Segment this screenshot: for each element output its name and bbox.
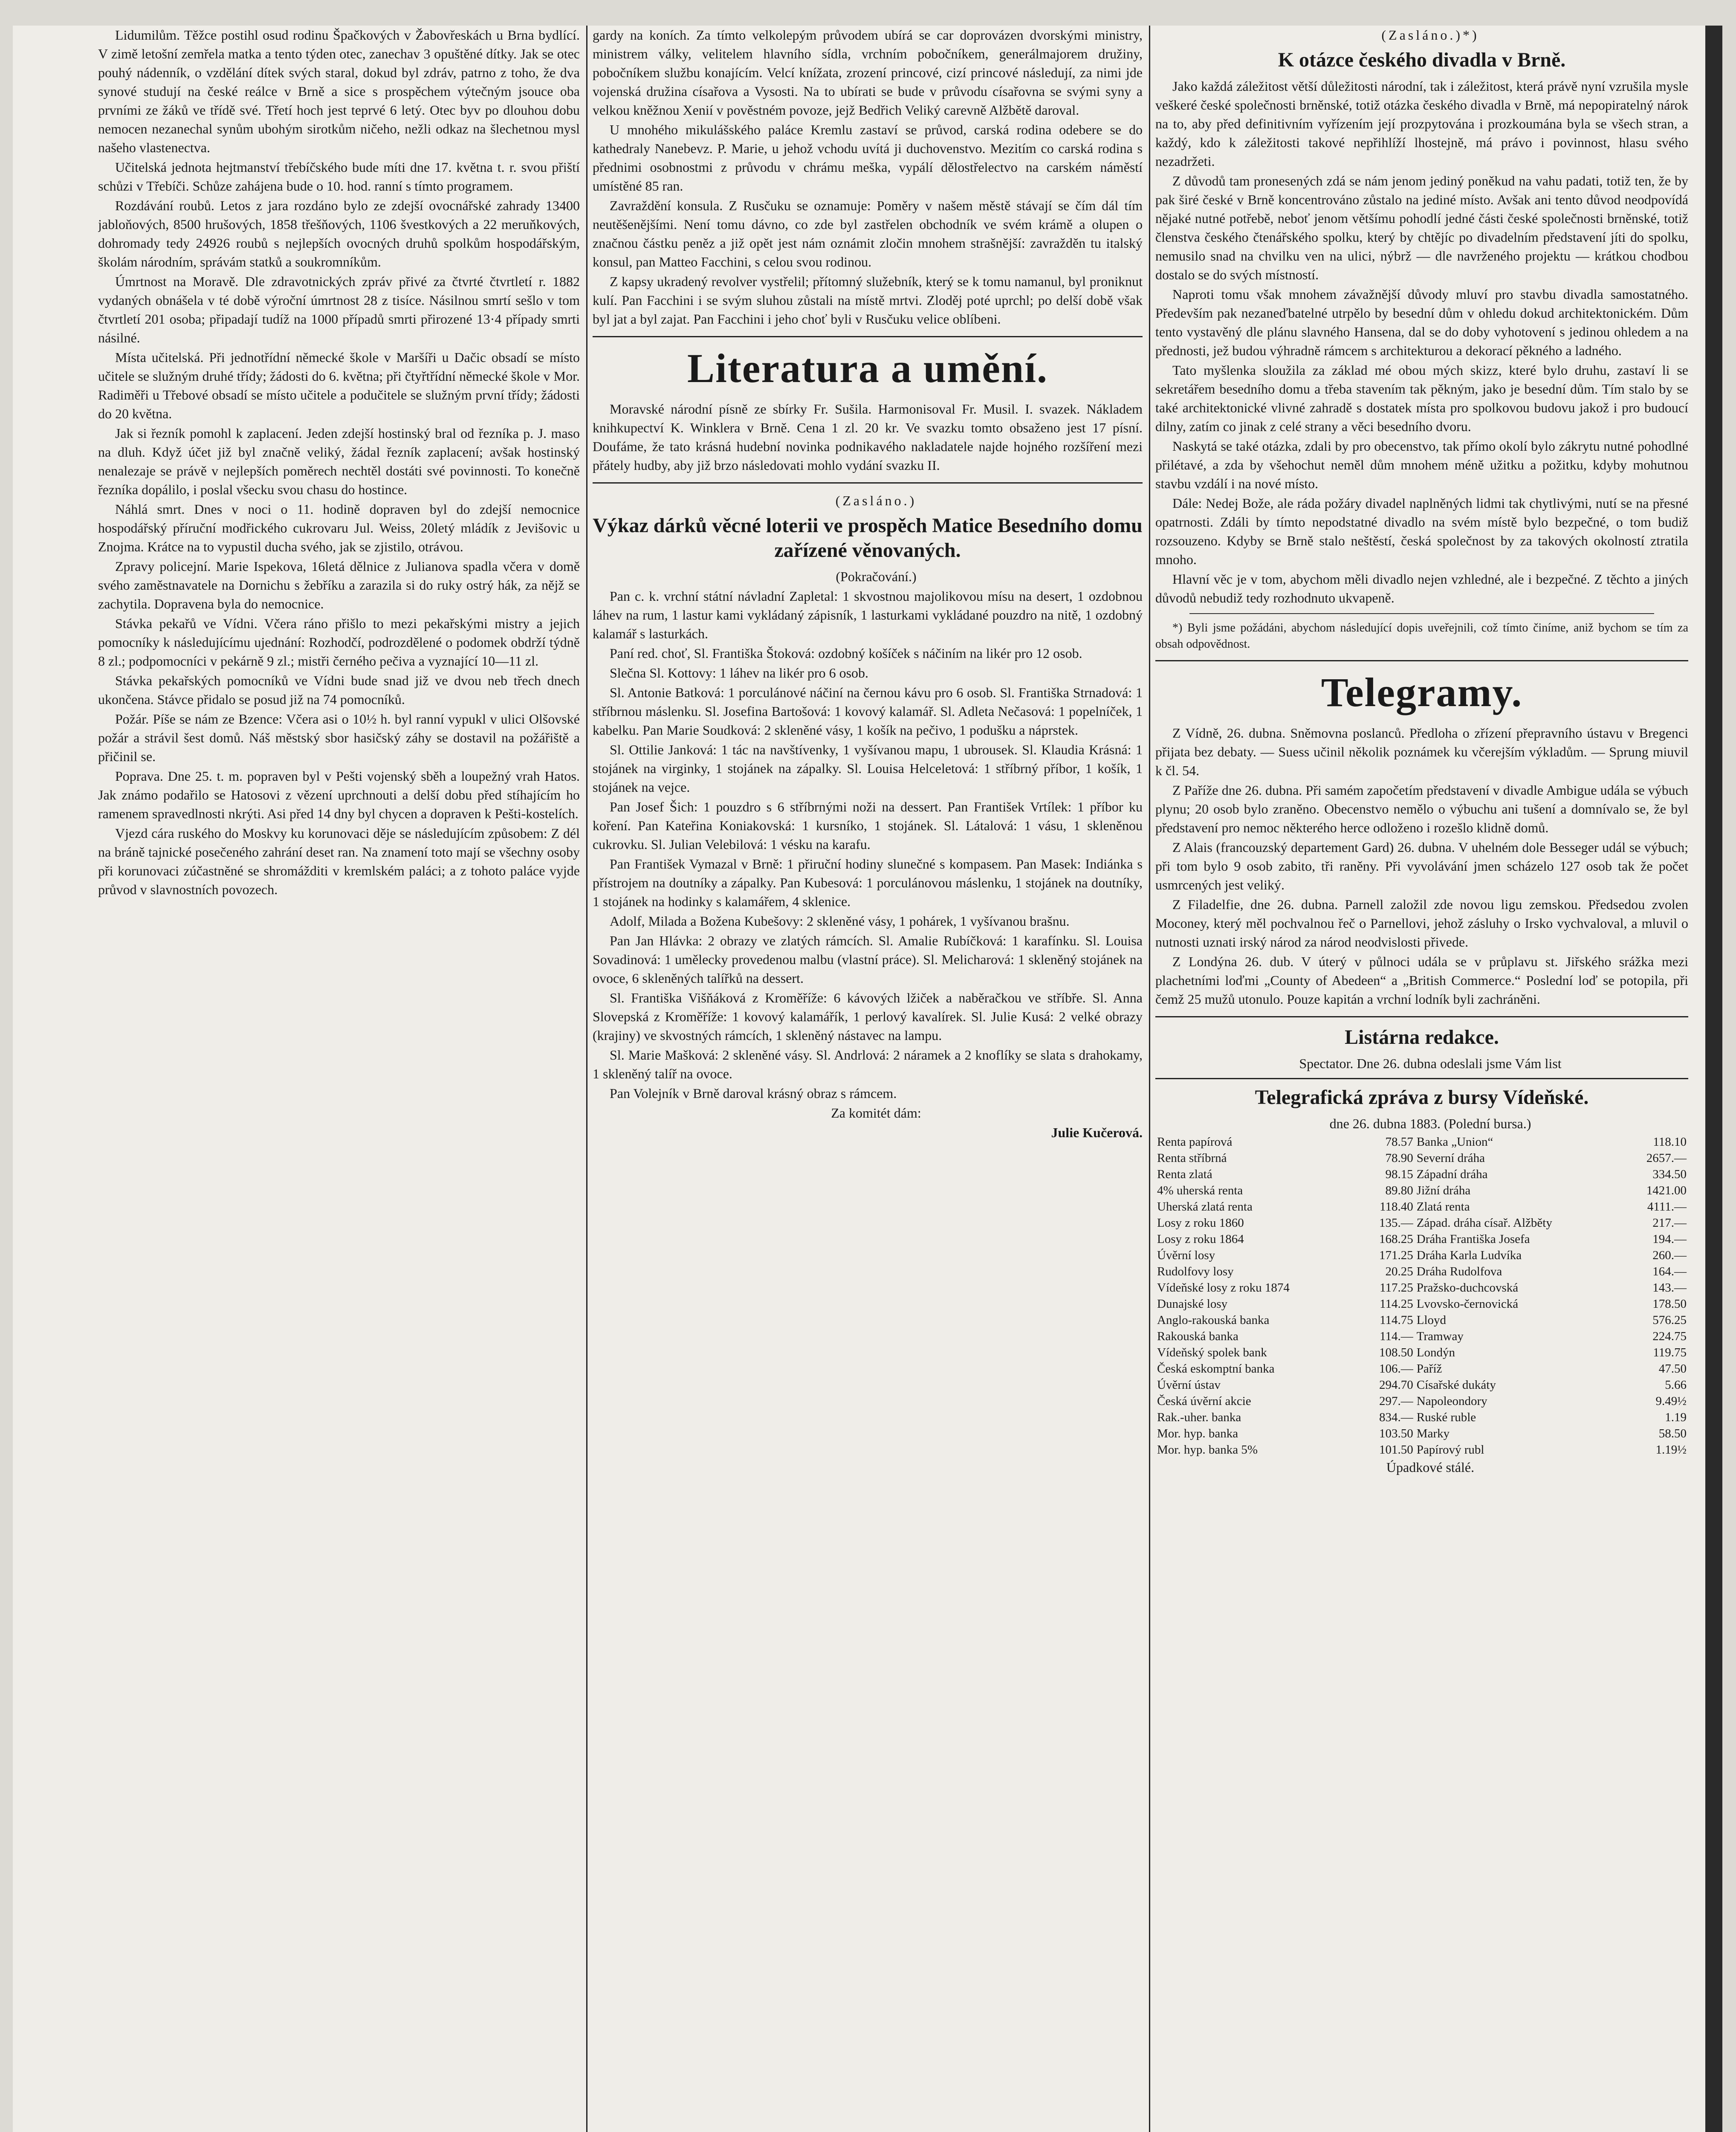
bourse-row: [1155, 1296, 1688, 1312]
divider: [1189, 613, 1654, 614]
telegram-item: Z Alais (francouzský departement Gard) 26. dubna. V uhelném dole Besseger udál se výbuch; při tom bylo 9 osob zabito, tři raněny. Při vyvolávání jmen scházelo 127 osob tak že počet usmrcených jest veliký.: [1155, 840, 1688, 892]
bourse-price: 135.—: [1379, 1216, 1413, 1230]
bourse-row: [1155, 1393, 1688, 1409]
bourse-price: 78.57: [1385, 1135, 1413, 1149]
continued-label: (Pokračování.): [836, 569, 917, 584]
bourse-row: [1155, 1134, 1688, 1150]
bourse-price: 9.49½: [1655, 1394, 1687, 1408]
telegram-item: Z Filadelfie, dne 26. dubna. Parnell založil zde novou ligu zemskou. Předsedou zvolen Moconey, který měl pochvalnou řeč o Parnellovi, jehož zásluhy o Irsko vychvaloval, a mluvil o nutnosti uznati irský národ za národ neodvislosti přivede.: [1155, 897, 1688, 950]
bourse-security: Dráha Karla Ludvíka: [1416, 1248, 1522, 1262]
bourse-security: Lloyd: [1416, 1313, 1447, 1327]
page-edge: [1705, 26, 1722, 2132]
divider: [1155, 1016, 1688, 1017]
bourse-price: 47.50: [1658, 1362, 1687, 1376]
bourse-price: 171.25: [1379, 1248, 1413, 1262]
bourse-row: [1155, 1182, 1688, 1199]
bourse-row: [1155, 1199, 1688, 1215]
bourse-price: 114.75: [1380, 1313, 1413, 1327]
donation-entry: Pan Jan Hlávka: 2 obrazy ve zlatých rámcích. Sl. Amalie Rubíčková: 1 karafínku. Sl. Louisa Sovadinová: 1 umělecky provedenou malbu (vlastní práce). Sl. Melicharová: 1 skleněný stojánek na ovoce, 6 skleněných talířků na dessert.: [593, 933, 1143, 986]
bourse-price: 118.10: [1653, 1135, 1687, 1149]
bourse-security: Marky: [1416, 1427, 1450, 1440]
bourse-row: [1155, 1442, 1688, 1458]
bourse-security: Ruské ruble: [1416, 1411, 1476, 1424]
article-divadlo: Jako každá záležitost větší důležitosti národní, tak i záležitost, která právě nyní vzrušila mysle veškeré české společnosti brněnské, totiž otázka českého divadla v Brně, má nepopiratelný nárok na to, aby před definitivním vyřízením její prozpytována i prozkoumána byla se všech stran, a každý, kdo k záležitosti takové nepřihlíží lhostejně, má právo i povinnost, hlasu svého nezadržeti.: [1155, 78, 1688, 169]
column-3: [1155, 26, 1688, 2132]
bourse-table: [1155, 1134, 1688, 1458]
bourse-security: Západní dráha: [1416, 1167, 1488, 1181]
bourse-price: 20.25: [1385, 1265, 1413, 1278]
bourse-price: 4111.—: [1647, 1200, 1687, 1214]
bourse-security: Dráha Františka Josefa: [1416, 1232, 1530, 1246]
bourse-report: [1155, 1078, 1688, 1477]
bourse-price: 224.75: [1652, 1330, 1687, 1343]
donation-entry: Slečna Sl. Kottovy: 1 láhev na likér pro 6 osob.: [610, 665, 869, 681]
donation-entry: Sl. Ottilie Janková: 1 tác na navštívenky, 1 vyšívanou mapu, 1 ubrousek. Sl. Klaudia Krásná: 1 stojánek na virginky, 1 stojánek na zápalky. Sl. Louisa Helceletová: 1 stříbrný příbor, 1 košík, 1 stojánek na vejce.: [593, 742, 1143, 795]
bourse-security: Renta stříbrná: [1157, 1151, 1227, 1165]
bourse-security: Rudolfovy losy: [1157, 1265, 1234, 1278]
bourse-security: Severní dráha: [1416, 1151, 1485, 1165]
article-poprava: Poprava. Dne 25. t. m. popraven byl v Pešti vojenský sběh a loupežný vrah Hatos. Jak známo podařilo se Hatosovi z vězení uprchnouti a delší dobu před stíhajícím ho ramenem spravedlnosti nkrýti. Asi před 14 dny byl chycen a dopraven k Pešti-kostelích.: [98, 768, 580, 821]
zaslano-label: (Zasláno.)*): [1381, 27, 1479, 43]
article-divadlo: Naproti tomu však mnohem závažnější důvody mluví pro stavbu divadla samostatného. Především pak nezaneďbatelné utrpělo by besední dům v ohledu dokud architektonickém. Dům tento vystavěný dle plánu slavného Hansena, dal se do doby vyhotovení s jedinou ohledem a na přednosti, jež budou výhradně rámcem s architekturou a dekorací pěkného a ladného.: [1155, 287, 1688, 358]
donation-entry: Paní red. choť, Sl. Františka Štoková: ozdobný košíček s náčiním na likér pro 12 osob.: [610, 646, 1082, 661]
bourse-security: Úvěrní losy: [1157, 1248, 1215, 1262]
bourse-price: 834.—: [1379, 1411, 1413, 1424]
bourse-price: 168.25: [1379, 1232, 1413, 1246]
article-divadlo: Hlavní věc je v tom, abychom měli divadlo nejen vzhledné, ale i bezpečné. Z těchto a jiných důvodů nebudiž tedy rozhodnuto ukvapeně.: [1155, 571, 1688, 605]
bourse-row: [1155, 1166, 1688, 1182]
section-heading-literatura: Literatura a umění.: [687, 345, 1048, 391]
heading-ceske-divadlo: K otázce českého divadla v Brně.: [1278, 49, 1566, 71]
article-vjezd-cara: Vjezd cára ruského do Moskvy ku korunovaci děje se následujícím způsobem: Z dél na bráně tajnické posečeného zahrání deset ran. Na znamení toto mají se všechny osoby při korunovaci zúčastněné se shromážditi v kremlském paláci; a z tohoto paláce vyjde průvod v slavnostních povozech.: [98, 826, 580, 897]
bourse-price: 1.19½: [1655, 1443, 1687, 1457]
bourse-price: 78.90: [1385, 1151, 1413, 1165]
donation-entry: Pan c. k. vrchní státní návladní Zapletal: 1 skvostnou majolikovou mísu na desert, 1 ozdobnou láhev na rum, 1 lastur kami vykládaný zápisník, 1 lasturkami vykládané pouzdro na nitě, 1 ozdobný kalamář s lasturkách.: [593, 588, 1143, 641]
committee-line: Za komitét dám:: [831, 1105, 921, 1121]
bourse-price: 194.—: [1652, 1232, 1687, 1246]
bourse-price: 108.50: [1379, 1346, 1413, 1359]
donation-entry: Sl. Marie Mašková: 2 skleněné vásy. Sl. Andrlová: 2 náramek a 2 knoflíky se slata s drahokamy, 1 skleněný talíř na ovoce.: [593, 1047, 1143, 1081]
bourse-security: Česká eskomptní banka: [1157, 1362, 1275, 1376]
heading-listarna: Listárna redakce.: [1345, 1026, 1499, 1049]
bourse-row: [1155, 1328, 1688, 1344]
article-moravske-pisne: Moravské národní písně ze sbírky Fr. Sušila. Harmonisoval Fr. Musil. I. svazek. Nákladem knihkupectví K. Winklera v Brně. Cena 1 zl. 20 kr. Ve svazku tomto obsaženo jest 17 písní. Doufáme, že tato krásná hudební novinka podnikavého nakladatele najde hojného rozšíření mezi přátely hudby, aby již brzo následovati mohlo vydání svazku II.: [593, 401, 1143, 473]
bourse-price: 101.50: [1379, 1443, 1413, 1457]
divider: [593, 336, 1143, 337]
bourse-price: 103.50: [1379, 1427, 1413, 1440]
column-divider: [586, 26, 587, 2132]
bourse-row: [1155, 1377, 1688, 1393]
article-zavrazdeni-konsula: Zavraždění konsula. Z Rusčuku se oznamuje: Poměry v našem městě stávají se čím dál tím neutěšenějšími. Není tomu dávno, co zde byl zastřelen obchodník ve svém krámě a olupen o značnou částku peněz a již opět jest nám oznámit zločin mnohem strašnější: zavražděn tu italský konsul, pan Matteo Facchini, s celou svou rodinou.: [593, 198, 1143, 269]
bourse-price: 143.—: [1652, 1281, 1687, 1295]
bourse-security: Zlatá renta: [1416, 1200, 1470, 1214]
article-nahla-smrt: Náhlá smrt. Dnes v noci o 11. hodině dopraven byl do zdejší nemocnice hospodářský příruční modřického cukrovaru Jul. Weiss, 20letý mládík z Jevišovic u Znojma. Krátce na to vypustil ducha svého, jak se zjistilo, otrávou.: [98, 501, 580, 554]
heading-vykaz-darku: Výkaz dárků věcné loterii ve prospěch Matice Besedního domu zařízené věnovaných.: [593, 514, 1143, 562]
bourse-security: Napoleondory: [1416, 1394, 1487, 1408]
article-rozdavani-roubu: Rozdávání roubů. Letos z jara rozdáno bylo ze zdejší ovocnářské zahrady 13400 jabloňových, 8500 hrušových, 1858 třešňových, 1106 švestkových a 22 meruňkových, dohromady tedy 24926 roubů s nejlepších ovocných druhů spolkům hospodářským, školám národním, správám statků a soukromníkům.: [98, 198, 580, 269]
divider: [1155, 660, 1688, 661]
signature: Julie Kučerová.: [1051, 1125, 1143, 1140]
article-kreml: U mnohého mikulášského paláce Kremlu zastaví se průvod, carská rodina odebere se do kathedraly Nanebevz. P. Marie, u jehož vchodu uvítá ji duchovenstvo. Mezitím co carská rodina s přednimi osobnostmi z průvodu v chrámu meška, vypálí dělostřelectvo na carském náměstí umístěné 85 ran.: [593, 122, 1143, 194]
bourse-security: Úvěrní ústav: [1157, 1378, 1221, 1392]
bourse-price: 334.50: [1652, 1167, 1687, 1181]
article-divadlo: Z důvodů tam pronesených zdá se nám jenom jediný poněkud na vahu padati, totiž ten, že by pak širé české v Brně koncentrováno zůstalo na jediné místo. Avšak ani tento důvod neodpovídá nějaké nutné potřebě, neboť jenom většímu pohodlí jedné části české společnosti brněnské, totiž členstva českého čtenářského spolku, který by chtějíc po divadelním představení jíti do spolku, nemusilo snad na chvilku ven na ulici, nýbrž — dle navrženého projektu — krátkou chodbou dostalo se do svých místností.: [1155, 173, 1688, 282]
bourse-security: Rak.-uher. banka: [1157, 1411, 1241, 1424]
bourse-row: [1155, 1150, 1688, 1166]
bourse-security: Paříž: [1416, 1362, 1442, 1376]
bourse-security: Jižní dráha: [1416, 1184, 1471, 1197]
bourse-price: 164.—: [1652, 1265, 1687, 1278]
bourse-security: Losy z roku 1860: [1157, 1216, 1244, 1230]
bourse-price: 114.—: [1380, 1330, 1413, 1343]
article-zpravy-policejni: Zpravy policejní. Marie Ispekova, 16letá dělnice z Julianova spadla včera v domě svého zaměstnavatele na Dornichu s žebříku a zarazila si do ruky ostrý hák, za nějž se zachytila. Dopravena byla do nemocnice.: [98, 559, 580, 611]
bourse-price: 119.75: [1653, 1346, 1687, 1359]
bourse-price: 217.—: [1652, 1216, 1687, 1230]
bourse-security: Vídeňský spolek bank: [1157, 1346, 1267, 1359]
donation-entry: Pan Volejník v Brně daroval krásný obraz s rámcem.: [610, 1086, 897, 1101]
bourse-row: [1155, 1409, 1688, 1425]
bourse-price: 89.80: [1385, 1184, 1413, 1197]
bourse-security: Dunajské losy: [1157, 1297, 1228, 1311]
bourse-security: Rakouská banka: [1157, 1330, 1238, 1343]
bourse-price: 106.—: [1379, 1362, 1413, 1376]
article-zavrazdeni-cont: Z kapsy ukradený revolver vystřelil; přítomný služebník, který se k tomu namanul, byl proniknut kulí. Pan Facchini i se svým sluhou zůstali na místě mrtvi. Zloděj poté uprchl; po delší době však byl jat a byl zajat. Pan Facchini i jeho choť byli v Rusčuku velice oblíbeni.: [593, 274, 1143, 327]
bourse-security: Lvovsko-černovická: [1416, 1297, 1519, 1311]
article-mista-ucitelska: Místa učitelská. Při jednotřídní německé škole v Maršíři u Dačic obsadí se místo učitele se služným druhé třídy; žádosti do 6. května; při čtyřtřídní německé škole v Mor. Radiměři u Třebové obsadí se místo učitele a podučitele se služným první třídy; žádosti do 20 května.: [98, 350, 580, 421]
bourse-price: 118.40: [1380, 1200, 1413, 1214]
donation-entry: Sl. Františka Višňáková z Kroměříže: 6 kávových lžiček a naběračkou ve stříbře. Sl. Anna Slovepská z Kroměříže: 1 kovový kalamářík, 1 perlový kavalírek. Sl. Julie Kusá: 2 velké obrazy (krajiny) ve skvostných rámcích, 1 skleněný nástavec na lampu.: [593, 990, 1143, 1043]
article-stavka-pomocniku: Stávka pekařských pomocníků ve Vídni bude snad již ve dvou neb třech dnech ukončena. Stávce přidalo se posud již na 74 pomocníků.: [98, 673, 580, 707]
article-stavka-pekaru: Stávka pekařů ve Vídni. Včera ráno přišlo to mezi pekařskými mistry a jejich pomocníky k následujícímu ujednání: Rozhodčí, podrozdělené o podomek obdrží týdně 8 zl.; podpomocníci v pekárně 9 zl.; mistři černého pečiva a vyznající 10—11 zl.: [98, 616, 580, 669]
listarna-text: Spectator. Dne 26. dubna odeslali jsme Vám list: [1299, 1056, 1562, 1071]
article-umrtnost: Úmrtnost na Moravě. Dle zdravotnických zpráv přivé za čtvrté čtvrtletí r. 1882 vydaných obnášela v té době výroční úmrtnost 28 z tisíce. Násilnou smrtí sešlo v tom čtvrtletí 201 osoba; připadají tudíž na 1000 případů smrti přirozené 13·4 případy smrti násilné.: [98, 274, 580, 345]
bourse-security: Tramway: [1416, 1330, 1464, 1343]
bourse-price: 5.66: [1665, 1378, 1687, 1392]
article-reznik: Jak si řezník pomohl k zaplacení. Jeden zdejší hostinský bral od řezníka p. J. maso na dluh. Když účet již byl značně veliký, žádal řezník zaplacení; avšak hostinský nenalezaje se právě v nejlepších poměrech nechtěl dostáti své povinnosti. To konečně řezníka dopálilo, i poslal všecku svou chasu do hostince.: [98, 426, 580, 497]
bourse-security: Papírový rubl: [1416, 1443, 1484, 1457]
donation-entry: Pan Josef Šich: 1 pouzdro s 6 stříbrnými noži na dessert. Pan František Vrtílek: 1 příbor ku koření. Pan Kateřina Koniakovská: 1 kursníko, 1 stojánek. Sl. Látalová: 1 vásu, 1 skleněnou cukrovku. Sl. Julian Velebilová: 1 vésku na karafu.: [593, 799, 1143, 852]
article-lidumilum: Lidumilům. Těžce postihl osud rodinu Špačkových v Žabovřeskách u Brna bydlící. V zimě letošní zemřela matka a tento týden otec, zanechav 3 opuštěné dítky. Jak se otec pouhý nádenník, o vzdělání dítek svých staral, dokud byl zdráv, patrno z toho, že dva synové studují na české reálce v Brně a sice s prospěchem výtečným jsouce oba prvními ze žáků ve třídě své. Třetí hoch jest teprvé 6 letý. Otec byv po dlouhou dobu nemocen nezanechal synům ubohým sirotkům ničeho, nežli odkaz na šlechetnou mysl našeho vlastenectva.: [98, 27, 580, 155]
footnote: *) Byli jsme požádáni, abychom následující dopis uveřejnili, což tímto činíme, aniž bychom se tím za obsah odpovědnost.: [1155, 621, 1688, 651]
zaslano-label: (Zasláno.): [835, 493, 917, 508]
bourse-price: 117.25: [1380, 1281, 1413, 1295]
bourse-row: [1155, 1344, 1688, 1361]
telegram-item: Z Paříže dne 26. dubna. Při samém započetím představení v divadle Ambigue udála se výbuch plynu; 20 osob bylo zraněno. Obecenstvo nemělo o výbuchu ani tušení a domnívalo se, že byl představení pro nemoc některého herce odloženo i rozešlo klidně domů.: [1155, 782, 1688, 835]
bourse-price: 178.50: [1652, 1297, 1687, 1311]
article-divadlo: Naskytá se také otázka, zdali by pro obecenstvo, tak přímo okolí bylo zákrytu nutné pohodlné přilétavé, a zda by všehochut neměl dům mnohem méně užitku a požitku, kdyby mohutnou stavbu vzdálí i na nové místo.: [1155, 438, 1688, 491]
article-ucitelska-jednota: Učitelská jednota hejtmanství třebíčského bude míti dne 17. května t. r. svou přiští schůzi v Třebíči. Schůze zahájena bude o 10. hod. ranní s tímto programem.: [98, 159, 580, 194]
bourse-security: Pražsko-duchcovská: [1416, 1281, 1519, 1295]
telegram-item: Z Londýna 26. dub. V úterý v půlnoci udála se v průplavu st. Jiřského srážka mezi plachetními loďmi „County of Abedeen“ a „British Commerce.“ Poslední loď se potopila, při čemž 25 mužů utonulo. Pouze kapitán a vrchní lodník byli zachráněni.: [1155, 954, 1688, 1007]
article-divadlo: Tato myšlenka sloužila za základ mé obou mých skizz, které bylo druhu, zastaví li se sekretářem besedního domu a třeba stavením tak pěkným, jako je besední dům. Tím stalo by se také architektonické vlivné zahradě s dostatek místa pro spolkovou budovu jakož i pro budoucí dilny, zatím co jinak z celé strany a věci besedního dvoru.: [1155, 362, 1688, 434]
heading-bursa: Telegrafická zpráva z bursy Vídeňské.: [1255, 1086, 1589, 1109]
bourse-row: [1155, 1280, 1688, 1296]
bourse-security: Mor. hyp. banka 5%: [1157, 1443, 1258, 1457]
article-divadlo: Dále: Nedej Bože, ale ráda požáry divadel naplněných lidmi tak chytlivými, nutí se na přesné opatrnosti. Zdáli by tímto nepodstatné divadlo na svém místě bylo bezpečné, o tom budiž rozsouzeno. Kdyby se Brně stalo neštěstí, česká společnost by za takových okolností ztratila mnoho.: [1155, 495, 1688, 567]
bourse-security: Císařské dukáty: [1416, 1378, 1496, 1392]
newspaper-page: [13, 26, 1722, 2132]
bourse-row: [1155, 1247, 1688, 1263]
article-vjezd-cont: gardy na koních. Za tímto velkolepým průvodem ubírá se car doprovázen dvorskými ministry, ministrem války, velitelem hlavního sídla, vrchním pobočníkem, generálmajorem družiny, pobočníkem službu konajícím. Velcí knížata, zrození princové, cizí princové následují, za nimi jde vojenská družina císařova a Vysosti. Na to ubírati se bude v průvodu císařovna se svými syny a velkou kněžnou Xenií v pověstném povoze, jejž Bedřich Veliký carevně Alžbětě daroval.: [593, 27, 1143, 118]
bourse-price: 114.25: [1380, 1297, 1413, 1311]
bourse-security: Renta zlatá: [1157, 1167, 1212, 1181]
bourse-row: [1155, 1425, 1688, 1442]
article-pozar: Požár. Píše se nám ze Bzence: Včera asi o 10½ h. byl ranní vypukl v ulici Olšovské požár a strávil šest domů. Náš městský sbor hasičský záhy se dostavil na požářiště a přičinil se.: [98, 711, 580, 764]
bourse-price: 297.—: [1379, 1394, 1413, 1408]
bourse-security: Vídeňské losy z roku 1874: [1157, 1281, 1290, 1295]
bourse-row: [1155, 1361, 1688, 1377]
bourse-security: 4% uherská renta: [1157, 1184, 1243, 1197]
bourse-date: dne 26. dubna 1883. (Polední bursa.): [1329, 1116, 1531, 1131]
bourse-price: 58.50: [1658, 1427, 1687, 1440]
bourse-price: 2657.—: [1646, 1151, 1687, 1165]
column-1: [98, 26, 580, 2132]
bourse-security: Dráha Rudolfova: [1416, 1265, 1502, 1278]
section-heading-telegramy: Telegramy.: [1321, 669, 1523, 715]
bourse-row: [1155, 1231, 1688, 1247]
bourse-security: Česká úvěrní akcie: [1157, 1394, 1251, 1408]
bourse-price: 294.70: [1379, 1378, 1413, 1392]
bourse-security: Losy z roku 1864: [1157, 1232, 1244, 1246]
bourse-security: Uherská zlatá renta: [1157, 1200, 1253, 1214]
donation-entry: Sl. Antonie Batková: 1 porculánové náčiní na černou kávu pro 6 osob. Sl. Františka Strnadová: 1 stříbrnou máslenku. Sl. Josefina Bartošová: 1 kovový kalamář. Sl. Adleta Nečasová: 1 popelníček, 1 kabelku. Pan Marie Soudková: 2 skleněné vásy, 1 košík na pečivo, 1 podušku a náprstek.: [593, 685, 1143, 738]
donation-entry: Adolf, Milada a Božena Kubešovy: 2 skleněné vásy, 1 pohárek, 1 vyšívanou brašnu.: [610, 913, 1070, 929]
bourse-security: Renta papírová: [1157, 1135, 1233, 1149]
column-divider: [1149, 26, 1150, 2132]
bourse-security: Anglo-rakouská banka: [1157, 1313, 1270, 1327]
bourse-security: Západ. dráha císař. Alžběty: [1416, 1216, 1552, 1230]
bourse-security: Banka „Union“: [1416, 1135, 1493, 1149]
bourse-price: 1.19: [1665, 1411, 1687, 1424]
bourse-row: [1155, 1263, 1688, 1280]
bourse-price: 260.—: [1652, 1248, 1687, 1262]
column-2: [593, 26, 1143, 2132]
bourse-security: Londýn: [1416, 1346, 1455, 1359]
bourse-note: Úpadkové stálé.: [1386, 1460, 1475, 1475]
bourse-price: 576.25: [1652, 1313, 1687, 1327]
donation-entry: Pan František Vymazal v Brně: 1 přiruční hodiny slunečné s kompasem. Pan Masek: Indiánka s přístrojem na doutníky a zápalky. Pan Kubesová: 1 porculánovou máslenku, 1 stojánek na doutníky, 1 stojánek na hodinky s kalamářem, 4 sklenice.: [593, 856, 1143, 909]
telegram-item: Z Vídně, 26. dubna. Sněmovna poslanců. Předloha o zřízení přepravního ústavu v Bregenci přijata bez debaty. — Suess učinil několik poznámek ku včerejším výkladům. — Sprung miuvil k čl. 54.: [1155, 725, 1688, 778]
bourse-price: 98.15: [1385, 1167, 1413, 1181]
bourse-row: [1155, 1215, 1688, 1231]
bourse-security: Mor. hyp. banka: [1157, 1427, 1238, 1440]
bourse-row: [1155, 1312, 1688, 1328]
divider: [593, 482, 1143, 484]
bourse-price: 1421.00: [1646, 1184, 1687, 1197]
